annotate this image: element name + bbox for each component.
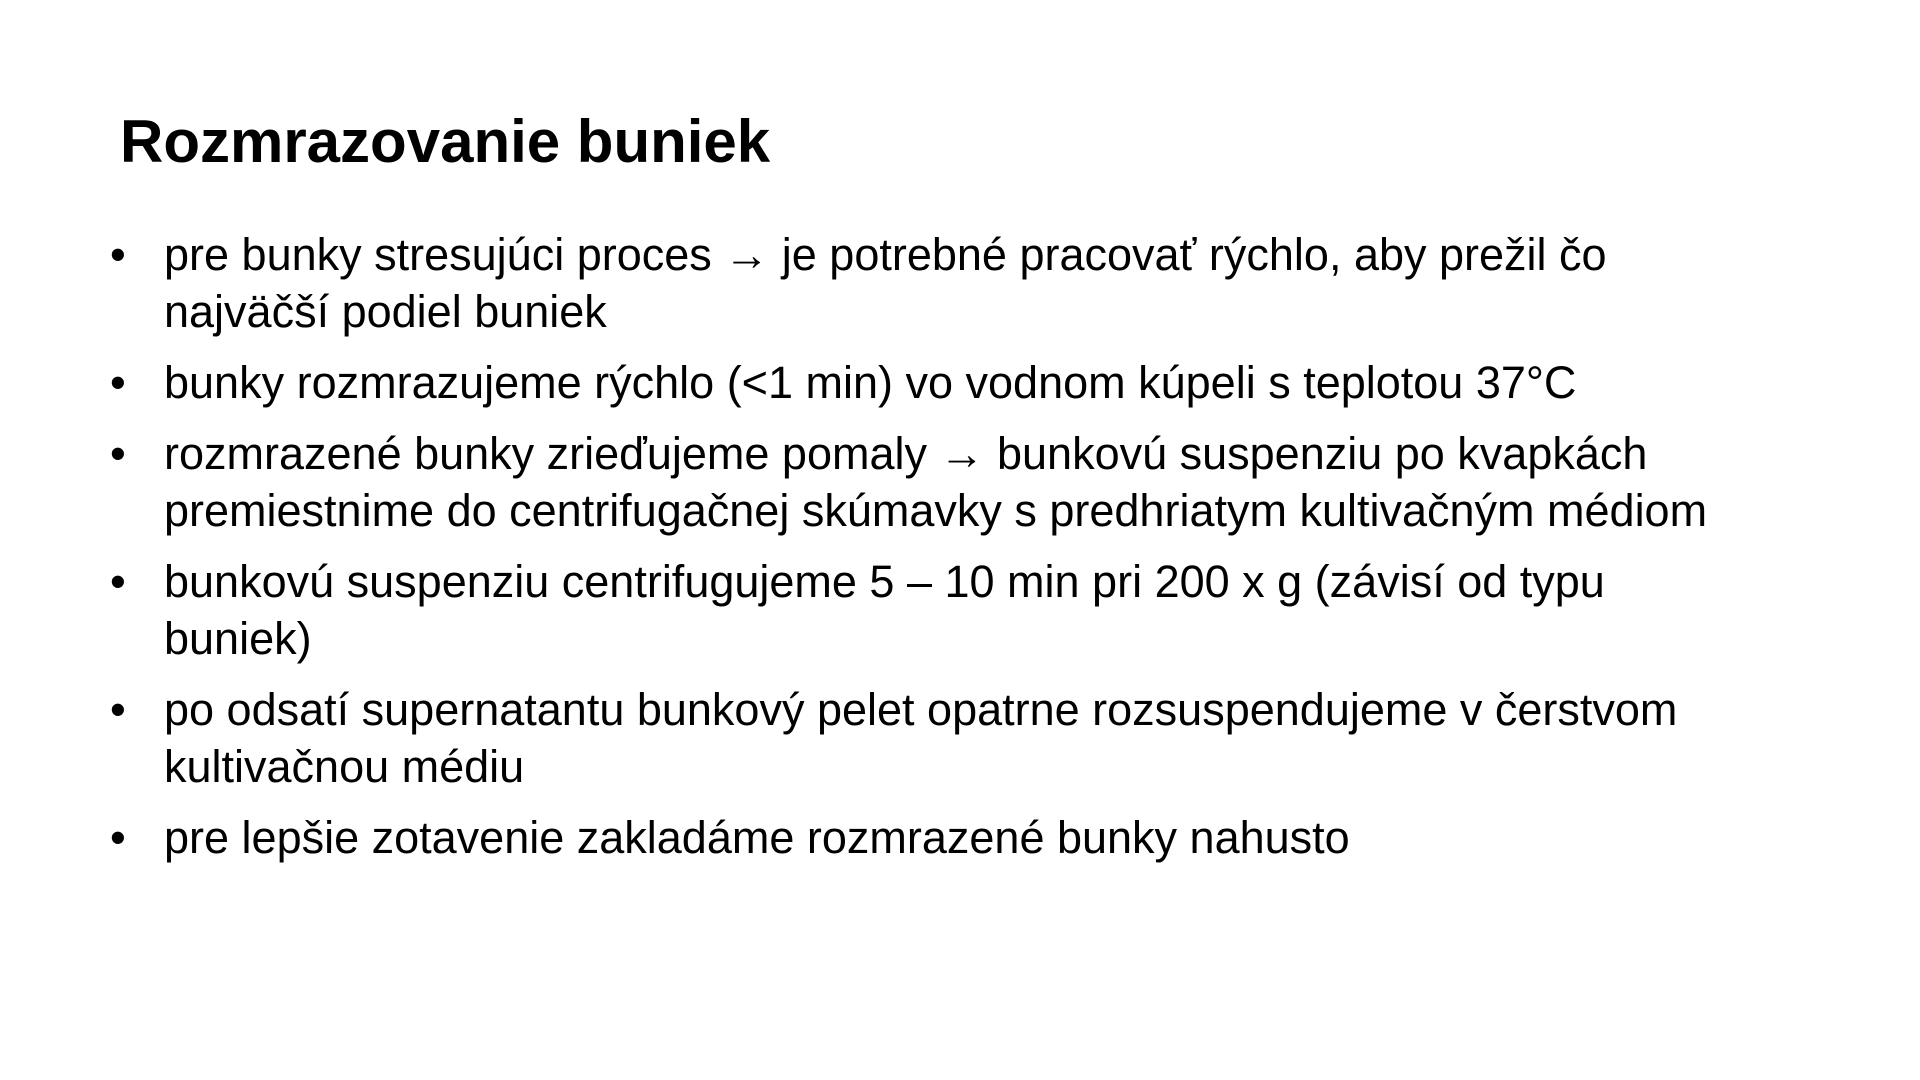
bullet-icon: • <box>110 428 126 479</box>
bullet-item <box>104 681 1744 795</box>
bullet-text: po odsatí supernatantu bunkový pelet opatrne rozsuspendujeme v čerstvom kultivačnou médiu <box>164 684 1678 792</box>
bullet-item <box>104 354 1744 411</box>
bullet-item <box>104 425 1744 539</box>
bullet-icon: • <box>110 357 126 408</box>
bullet-item <box>104 553 1744 667</box>
bullet-icon: • <box>110 684 126 735</box>
bullet-list <box>104 226 1744 880</box>
bullet-text: bunkovú suspenziu centrifugujeme 5 – 10 min pri 200 x g (závisí od typu buniek) <box>164 556 1605 664</box>
bullet-text: pre bunky stresujúci proces → je potrebné pracovať rýchlo, aby prežil čo najväčší podiel buniek <box>164 229 1607 337</box>
bullet-text: pre lepšie zotavenie zakladáme rozmrazené bunky nahusto <box>164 812 1350 863</box>
bullet-icon: • <box>110 229 126 280</box>
bullet-icon: • <box>110 556 126 607</box>
slide-title: Rozmrazovanie buniek <box>120 108 771 175</box>
bullet-text: rozmrazené bunky zrieďujeme pomaly → bunkovú suspenziu po kvapkách premiestnime do centrifugačnej skúmavky s predhriatym kultivačným médiom <box>164 428 1708 536</box>
bullet-icon: • <box>110 812 126 863</box>
bullet-text: bunky rozmrazujeme rýchlo (<1 min) vo vodnom kúpeli s teplotou 37°C <box>164 357 1577 408</box>
bullet-item <box>104 226 1744 340</box>
bullet-item <box>104 809 1744 866</box>
